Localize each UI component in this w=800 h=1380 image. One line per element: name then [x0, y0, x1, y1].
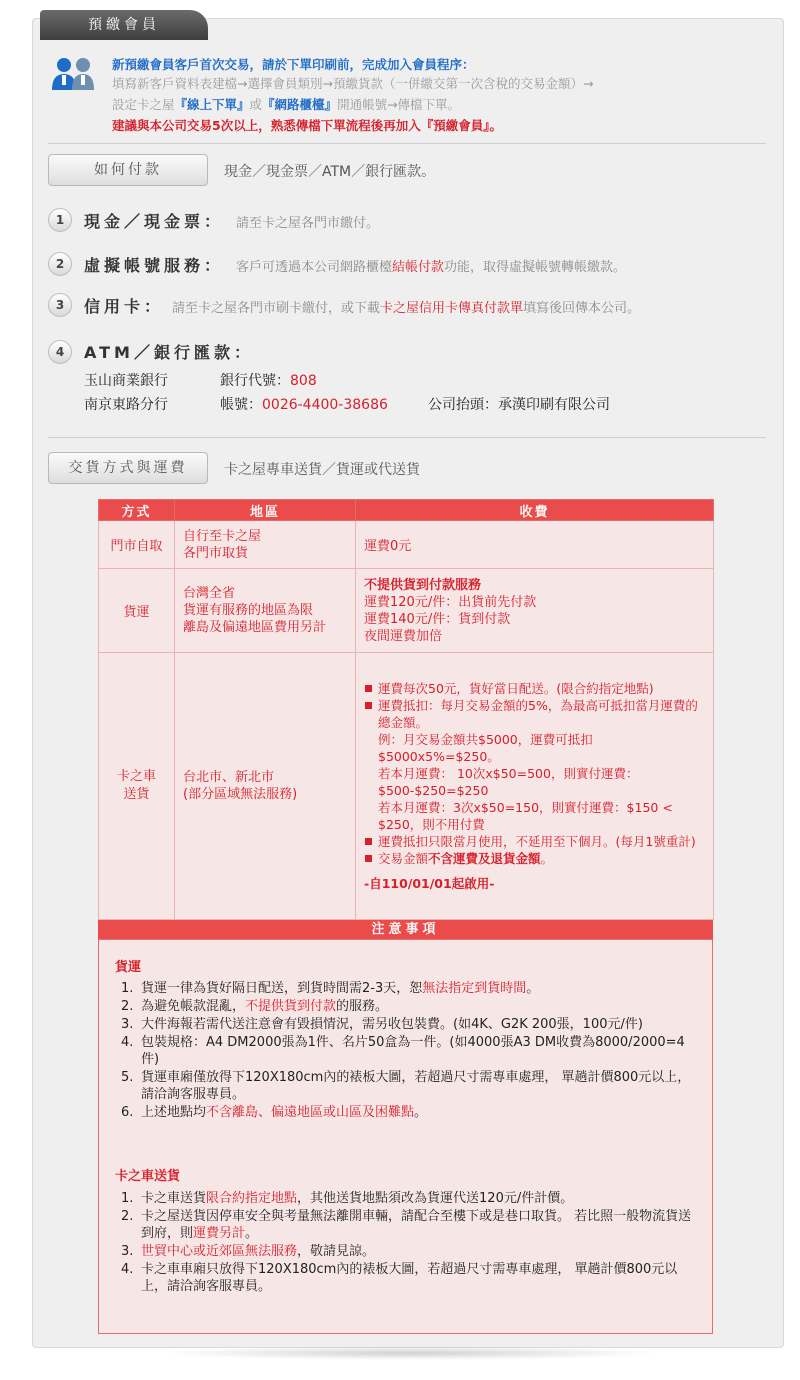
area-freight: 台灣全省 貨運有服務的地區為限 離島及偏遠地區費用另計 — [175, 569, 356, 653]
bank-name: 玉山商業銀行 — [84, 373, 168, 389]
table-row — [99, 569, 714, 653]
payment-cash-desc: 請至卡之屋各門市繳付。 — [236, 216, 380, 231]
how-to-pay-button[interactable]: 如何付款 — [48, 154, 208, 186]
list-item: 2. 為避免帳款混亂，不提供貨到付款的服務。 — [121, 999, 389, 1014]
list-item: 4. 包裝規格：A4 DM2000張為1件、名片50盒為一件。(如4000張A3 DM收費為8000/2000=4件) — [121, 1035, 685, 1067]
payment-step-4-badge: 4 — [48, 340, 72, 364]
member-line3: 設定卡之屋『線上下單』或『網路櫃檯』開通帳號→傳檔下單。 — [112, 97, 461, 112]
list-item: 5. 貨運車廂僅放得下120X180cm內的裱板大圖，若超過尺寸需專車處理， 單趟計價800元以上，請洽詢客服專員。 — [121, 1070, 691, 1102]
freight-notes-list — [121, 980, 701, 1122]
list-item: 3. 世貿中心或近郊區無法服務，敬請見諒。 — [121, 1244, 376, 1259]
checkout-link[interactable]: 結帳付款 — [392, 260, 445, 275]
list-item: 4. 卡之車車廂只放得下120X180cm內的裱板大圖，若超過尺寸需專車處理， 單趟計價800元以上，請洽詢客服專員。 — [121, 1262, 678, 1294]
payment-step-3-badge: 3 — [48, 293, 72, 317]
member-line1: 新預繳會員客戶首次交易，請於下單印刷前，完成加入會員程序： — [112, 57, 475, 72]
shipping-table — [98, 499, 714, 920]
table-header-fee: 收費 — [356, 500, 714, 521]
bank-company: 公司抬頭：承漢印刷有限公司 — [428, 397, 610, 413]
table-row — [99, 521, 714, 569]
payment-step-2-badge: 2 — [48, 252, 72, 276]
list-item: 1. 卡之車送貨限合約指定地點，其他送貨地點須改為貨運代送120元/件計價。 — [121, 1191, 574, 1206]
fee-pickup: 運費0元 — [356, 521, 714, 569]
bank-branch: 南京東路分行 — [84, 397, 168, 413]
list-item: 交易金額不含運費及退貨金額。 — [364, 850, 705, 867]
table-header-method: 方式 — [99, 500, 175, 521]
list-item: 2. 卡之屋送貨因停車安全與考量無法離開車輛，請配合至樓下或是巷口取貨。 若比照一般物流貨送到府，則運費另計。 — [121, 1209, 692, 1241]
divider — [48, 143, 766, 144]
list-item: 運費每次50元，貨好當日配送。(限合約指定地點) — [364, 680, 705, 697]
table-row — [99, 653, 714, 920]
tab-title: 預繳會員 — [88, 17, 160, 33]
payment-virtual-title: 虛擬帳號服務： — [84, 256, 225, 275]
area-car: 台北市、新北市 (部分區域無法服務) — [175, 653, 356, 920]
shipping-summary: 卡之屋專車送貨／貨運或代送貨 — [224, 462, 420, 478]
credit-fax-form-link[interactable]: 卡之屋信用卡傳真付款單 — [380, 301, 524, 316]
method-pickup: 門市自取 — [99, 521, 175, 569]
fee-freight: 不提供貨到付款服務 運費120元/件：出貨前先付款 運費140元/件：貨到付款 夜間運費加倍 — [356, 569, 714, 653]
freight-notes-title: 貨運 — [115, 960, 142, 975]
notes-header: 注意事項 — [98, 920, 713, 939]
section-tab-prepaid-member — [40, 10, 208, 40]
notes-panel — [98, 939, 713, 1334]
list-item: 6. 上述地點均不含離島、偏遠地區或山區及困難點。 — [121, 1105, 428, 1120]
payment-credit-desc: 請至卡之屋各門市刷卡繳付，或下載卡之屋信用卡傳真付款單填寫後回傳本公司。 — [172, 301, 641, 316]
start-date: -自110/01/01起啟用- — [364, 876, 495, 891]
panel-shadow — [160, 1346, 660, 1360]
member-line2: 填寫新客戶資料表建檔→選擇會員類別→預繳貨款（一併繳交第一次含稅的交易金額）→ — [112, 76, 594, 91]
method-car: 卡之車 送貨 — [99, 653, 175, 920]
payment-summary: 現金／現金票／ATM／銀行匯款。 — [224, 164, 436, 180]
divider — [48, 437, 766, 438]
bank-code: 銀行代號：808 — [220, 373, 317, 389]
method-freight: 貨運 — [99, 569, 175, 653]
list-item: 運費抵扣：每月交易金額的5%，為最高可抵扣當月運費的總金額。 — [364, 697, 705, 731]
list-item: 3. 大件海報若需代送注意會有毀損情況，需另收包裝費。(如4K、G2K 200張，100元/件) — [121, 1017, 643, 1032]
table-header-area: 地區 — [175, 500, 356, 521]
shipping-fee-button[interactable]: 交貨方式與運費 — [48, 452, 208, 484]
payment-virtual-desc: 客戶可透過本公司網路櫃檯結帳付款功能，取得虛擬帳號轉帳繳款。 — [236, 260, 627, 275]
list-item: 運費抵扣只限當月使用，不延用至下個月。(每月1號重計) — [364, 833, 705, 850]
area-pickup: 自行至卡之屋 各門市取貨 — [175, 521, 356, 569]
payment-atm-title: ATM／銀行匯款： — [84, 343, 254, 362]
member-line4: 建議與本公司交易5次以上，熟悉傳檔下單流程後再加入『預繳會員』。 — [112, 118, 502, 133]
bank-account: 帳號：0026-4400-38686 — [220, 397, 388, 413]
payment-step-1-badge: 1 — [48, 208, 72, 232]
car-notes-list — [121, 1190, 701, 1296]
members-icon — [50, 56, 98, 90]
fee-car: 運費每次50元，貨好當日配送。(限合約指定地點) 運費抵扣：每月交易金額的5%，為最高可抵扣當月運費的總金額。 例：月交易金額共$5000，運費可抵扣 $5000x5%=$250。 若本月運費： 10次x$50=500，則實付運費： $500-$250=$250 若本月運費：3次x$50=150，則實付運費：$150 < $250，則不用付費 運費抵扣只限當月使用，不延用至下個月。(每月1號重計) 交易金額不含運費及退貨金額。 -自110/01/01起啟用- — [356, 653, 714, 920]
list-item: 1. 貨運一律為貨好隔日配送，到貨時間需2-3天，恕無法指定到貨時間。 — [121, 981, 540, 996]
payment-credit-title: 信用卡： — [84, 297, 165, 316]
payment-cash-title: 現金／現金票： — [84, 212, 225, 231]
car-notes-title: 卡之車送貨 — [115, 1169, 181, 1184]
